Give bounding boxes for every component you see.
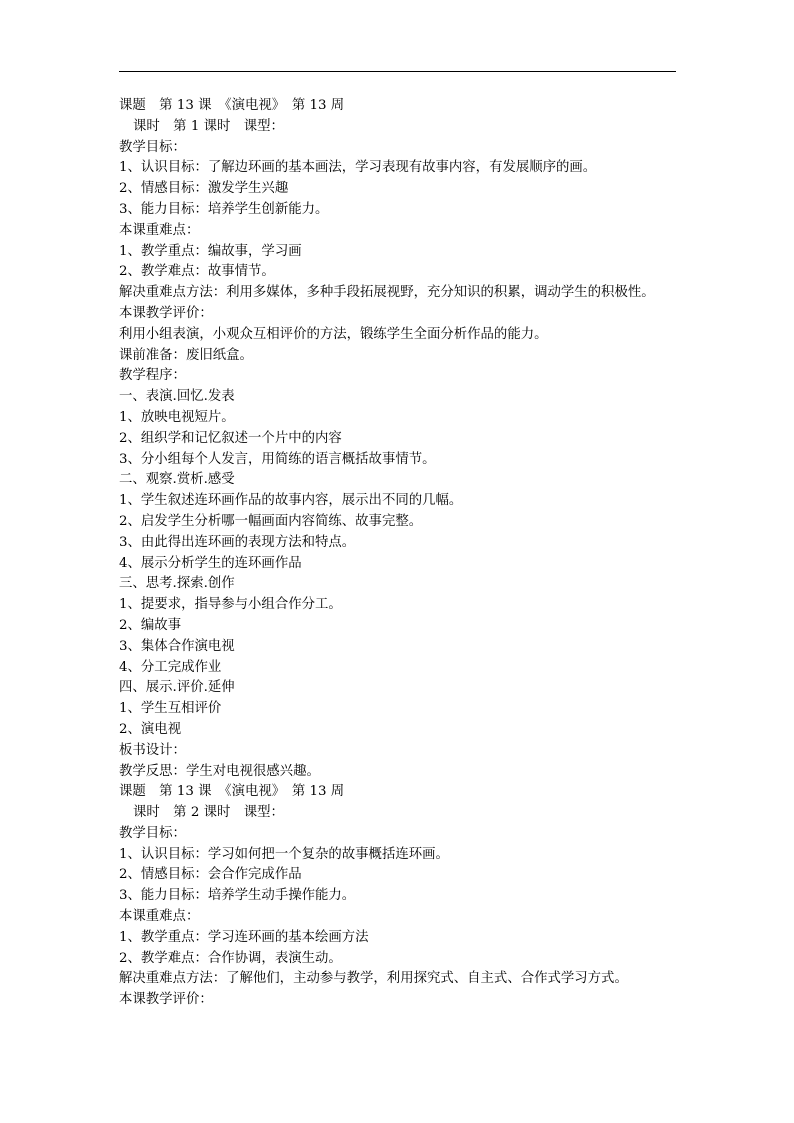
text-line: 解决重难点方法：利用多媒体，多种手段拓展视野，充分知识的积累，调动学生的积极性。: [119, 285, 655, 301]
text-line: 1、认识目标：了解边环画的基本画法，学习表现有故事内容，有发展顺序的画。: [119, 160, 597, 176]
text-line: 3、能力目标：培养学生创新能力。: [119, 201, 329, 217]
text-line: 本课教学评价：: [119, 305, 213, 321]
text-line: 2、启发学生分析哪一幅画面内容简练、故事完整。: [119, 513, 423, 529]
text-line: 教学目标：: [119, 139, 186, 155]
text-line: 1、认识目标：学习如何把一个复杂的故事概括连环画。: [119, 846, 449, 862]
text-line: 1、教学重点：编故事，学习画: [119, 243, 302, 259]
text-line: 板书设计：: [119, 742, 186, 758]
text-line: 一、表演.回忆.发表: [119, 389, 235, 405]
text-line: 4、展示分析学生的连环画作品: [119, 555, 302, 571]
text-line: 1、学生叙述连环画作品的故事内容，展示出不同的几幅。: [119, 493, 463, 509]
text-line: 1、放映电视短片。: [119, 409, 235, 425]
text-line: 2、教学难点：合作协调，表演生动。: [119, 950, 342, 966]
text-line: 3、分小组每个人发言，用简练的语言概括故事情节。: [119, 451, 436, 467]
text-line: 2、教学难点：故事情节。: [119, 264, 275, 280]
text-line: 教学程序：: [119, 368, 186, 384]
text-line: 2、组织学和记忆叙述一个片中的内容: [119, 430, 342, 446]
text-line: 四、展示.评价.延伸: [119, 680, 235, 696]
text-line: 3、集体合作演电视: [119, 638, 235, 654]
text-line: 1、提要求，指导参与小组合作分工。: [119, 597, 342, 613]
text-line: 1、学生互相评价: [119, 701, 222, 717]
text-line: 教学反思：学生对电视很感兴趣。: [119, 763, 320, 779]
text-line: 解决重难点方法：了解他们，主动参与教学，利用探究式、自主式、合作式学习方式。: [119, 971, 628, 987]
text-line: 2、情感目标：激发学生兴趣: [119, 181, 289, 197]
text-line: 4、分工完成作业: [119, 659, 222, 675]
header-rule: [119, 71, 676, 72]
text-line: 本课重难点：: [119, 909, 200, 925]
text-line: 1、教学重点：学习连环画的基本绘画方法: [119, 929, 369, 945]
text-line: 2、演电视: [119, 721, 182, 737]
text-line: 2、情感目标：会合作完成作品: [119, 867, 302, 883]
text-line: 3、能力目标：培养学生动手操作能力。: [119, 888, 356, 904]
text-line: 3、由此得出连环画的表现方法和特点。: [119, 534, 356, 550]
text-line: 三、思考.探索.创作: [119, 576, 235, 592]
text-line: 课时 第 1 课时 课型：: [133, 118, 284, 134]
text-line: 课时 第 2 课时 课型：: [133, 805, 284, 821]
text-line: 2、编故事: [119, 617, 182, 633]
text-line: 教学目标：: [119, 825, 186, 841]
text-line: 本课重难点：: [119, 222, 200, 238]
document-body: [119, 96, 689, 1011]
text-line: 本课教学评价：: [119, 992, 213, 1008]
text-line: 课前准备：废旧纸盒。: [119, 347, 253, 363]
text-line: 课题 第 13 课 《演电视》 第 13 周: [119, 98, 345, 113]
text-line: 课题 第 13 课 《演电视》 第 13 周: [119, 784, 345, 800]
text-line: 二、观察.赏析.感受: [119, 472, 235, 488]
text-line: 利用小组表演，小观众互相评价的方法，锻练学生全面分析作品的能力。: [119, 326, 548, 342]
